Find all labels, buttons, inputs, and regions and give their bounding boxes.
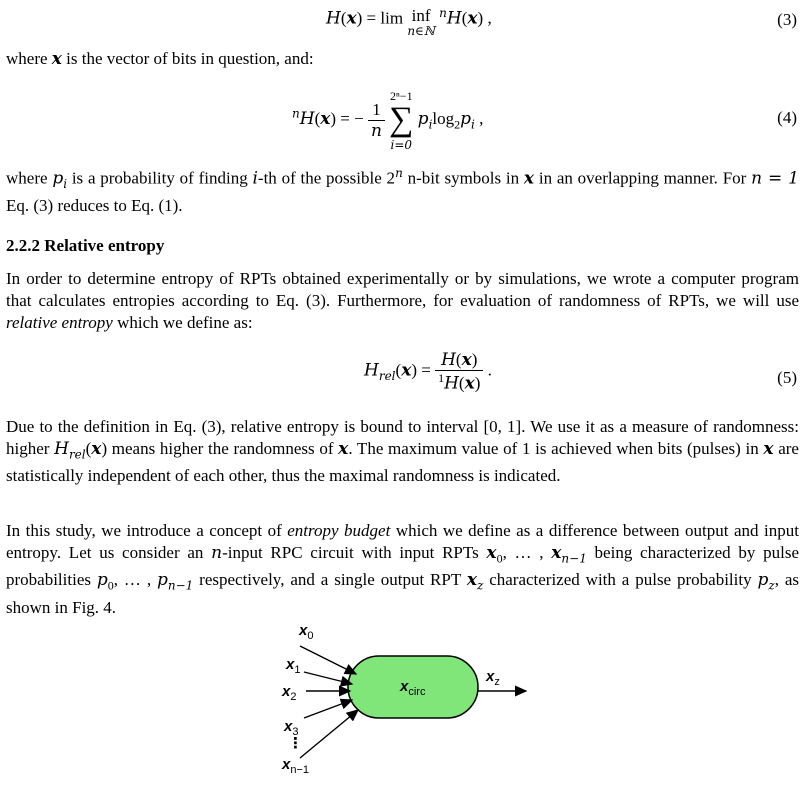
sum-upper-limit: 2ⁿ−1 [390,89,413,103]
sum-lower-limit: i=0 [390,138,413,152]
equation-4 [6,82,799,154]
node-label: $x_{circ}$ [400,678,426,698]
circuit-arrows [268,622,548,780]
paragraph-relative-entropy-intro: In order to determine entropy of RPTs obtained experimentally or by simulations, we wrote a computer program that calculates entropies according to Eq. (3). Furthermore, for evaluation of randomness of RPTs, we will use relative entropy which we define as: [6,269,799,332]
input-label-2: $x_2$ [282,683,297,703]
rpc-circuit-diagram [268,622,548,780]
input-arrow-3 [304,700,352,718]
paragraph-probability-definition: where $p_i$ is a probability of finding i-th of the possible 2$^n$ n-bit symbols in x in an overlapping manner. For n = 1 Eq. (3) reduces to Eq. (1). [6,166,799,216]
paragraph-entropy-budget: In this study, we introduce a concept of entropy budget which we define as a difference between output and input entropy. Let us consider an n-input RPC circuit with input RPTs $x_0$, … , $x_{n-1}$ being characterized by pulse probabilities $p_0$, … , $p_{n-1}$ respectively, and a single output RPT $x_z$ characterized with a pulse probability $p_z$, as shown in Fig. 4. [6,521,800,617]
equation-4-body: $^n$H(x) = − $\frac{1}{n}$ 2ⁿ−1 ∑ i=0 $p_i\log_2p_i$ , [292,89,484,152]
equation-3-body: H(x) = lim inf $^{n\in ℕ}$ $^n$H(x) , [326,6,492,38]
paragraph-vector-definition: where x is the vector of bits in question, and: [6,49,314,69]
equation-number: (4) [777,108,797,127]
input-label-0: $x_0$ [299,622,314,642]
vertical-ellipsis: ⋮ [288,735,303,752]
summation-sign: ∑ [389,101,414,138]
inf-operator: inf [411,6,431,25]
equation-5-body: $H_{rel}(x)$ = $\frac{H(x)}{^1H(x)}$ . [364,350,492,394]
input-arrow-0 [300,646,356,674]
input-arrow-n-1 [300,710,358,758]
section-heading: 2.2.2 Relative entropy [6,236,165,255]
equation-3 [6,6,799,36]
input-label-3: $x_3$ [284,718,299,738]
input-arrow-1 [304,672,352,684]
equation-number: (3) [777,10,797,29]
input-label-n-1: $x_{n-1}$ [282,756,310,776]
limit-subscript: n∈ℕ [407,24,435,38]
equation-number: (5) [777,368,797,387]
paragraph-randomness-measure: Due to the definition in Eq. (3), relative entropy is bound to interval [0, 1]. We use it as a measure of randomness: higher $H_{rel}(x)$ means higher the randomness of x. The maximum value of 1 is achieved when bits (pulses) in x are statistically independent of each other, thus the maximal randomness is indicated. [6,417,799,486]
input-label-1: $x_1$ [286,656,301,676]
equation-5 [6,350,799,402]
output-label: $x_z$ [486,668,500,688]
